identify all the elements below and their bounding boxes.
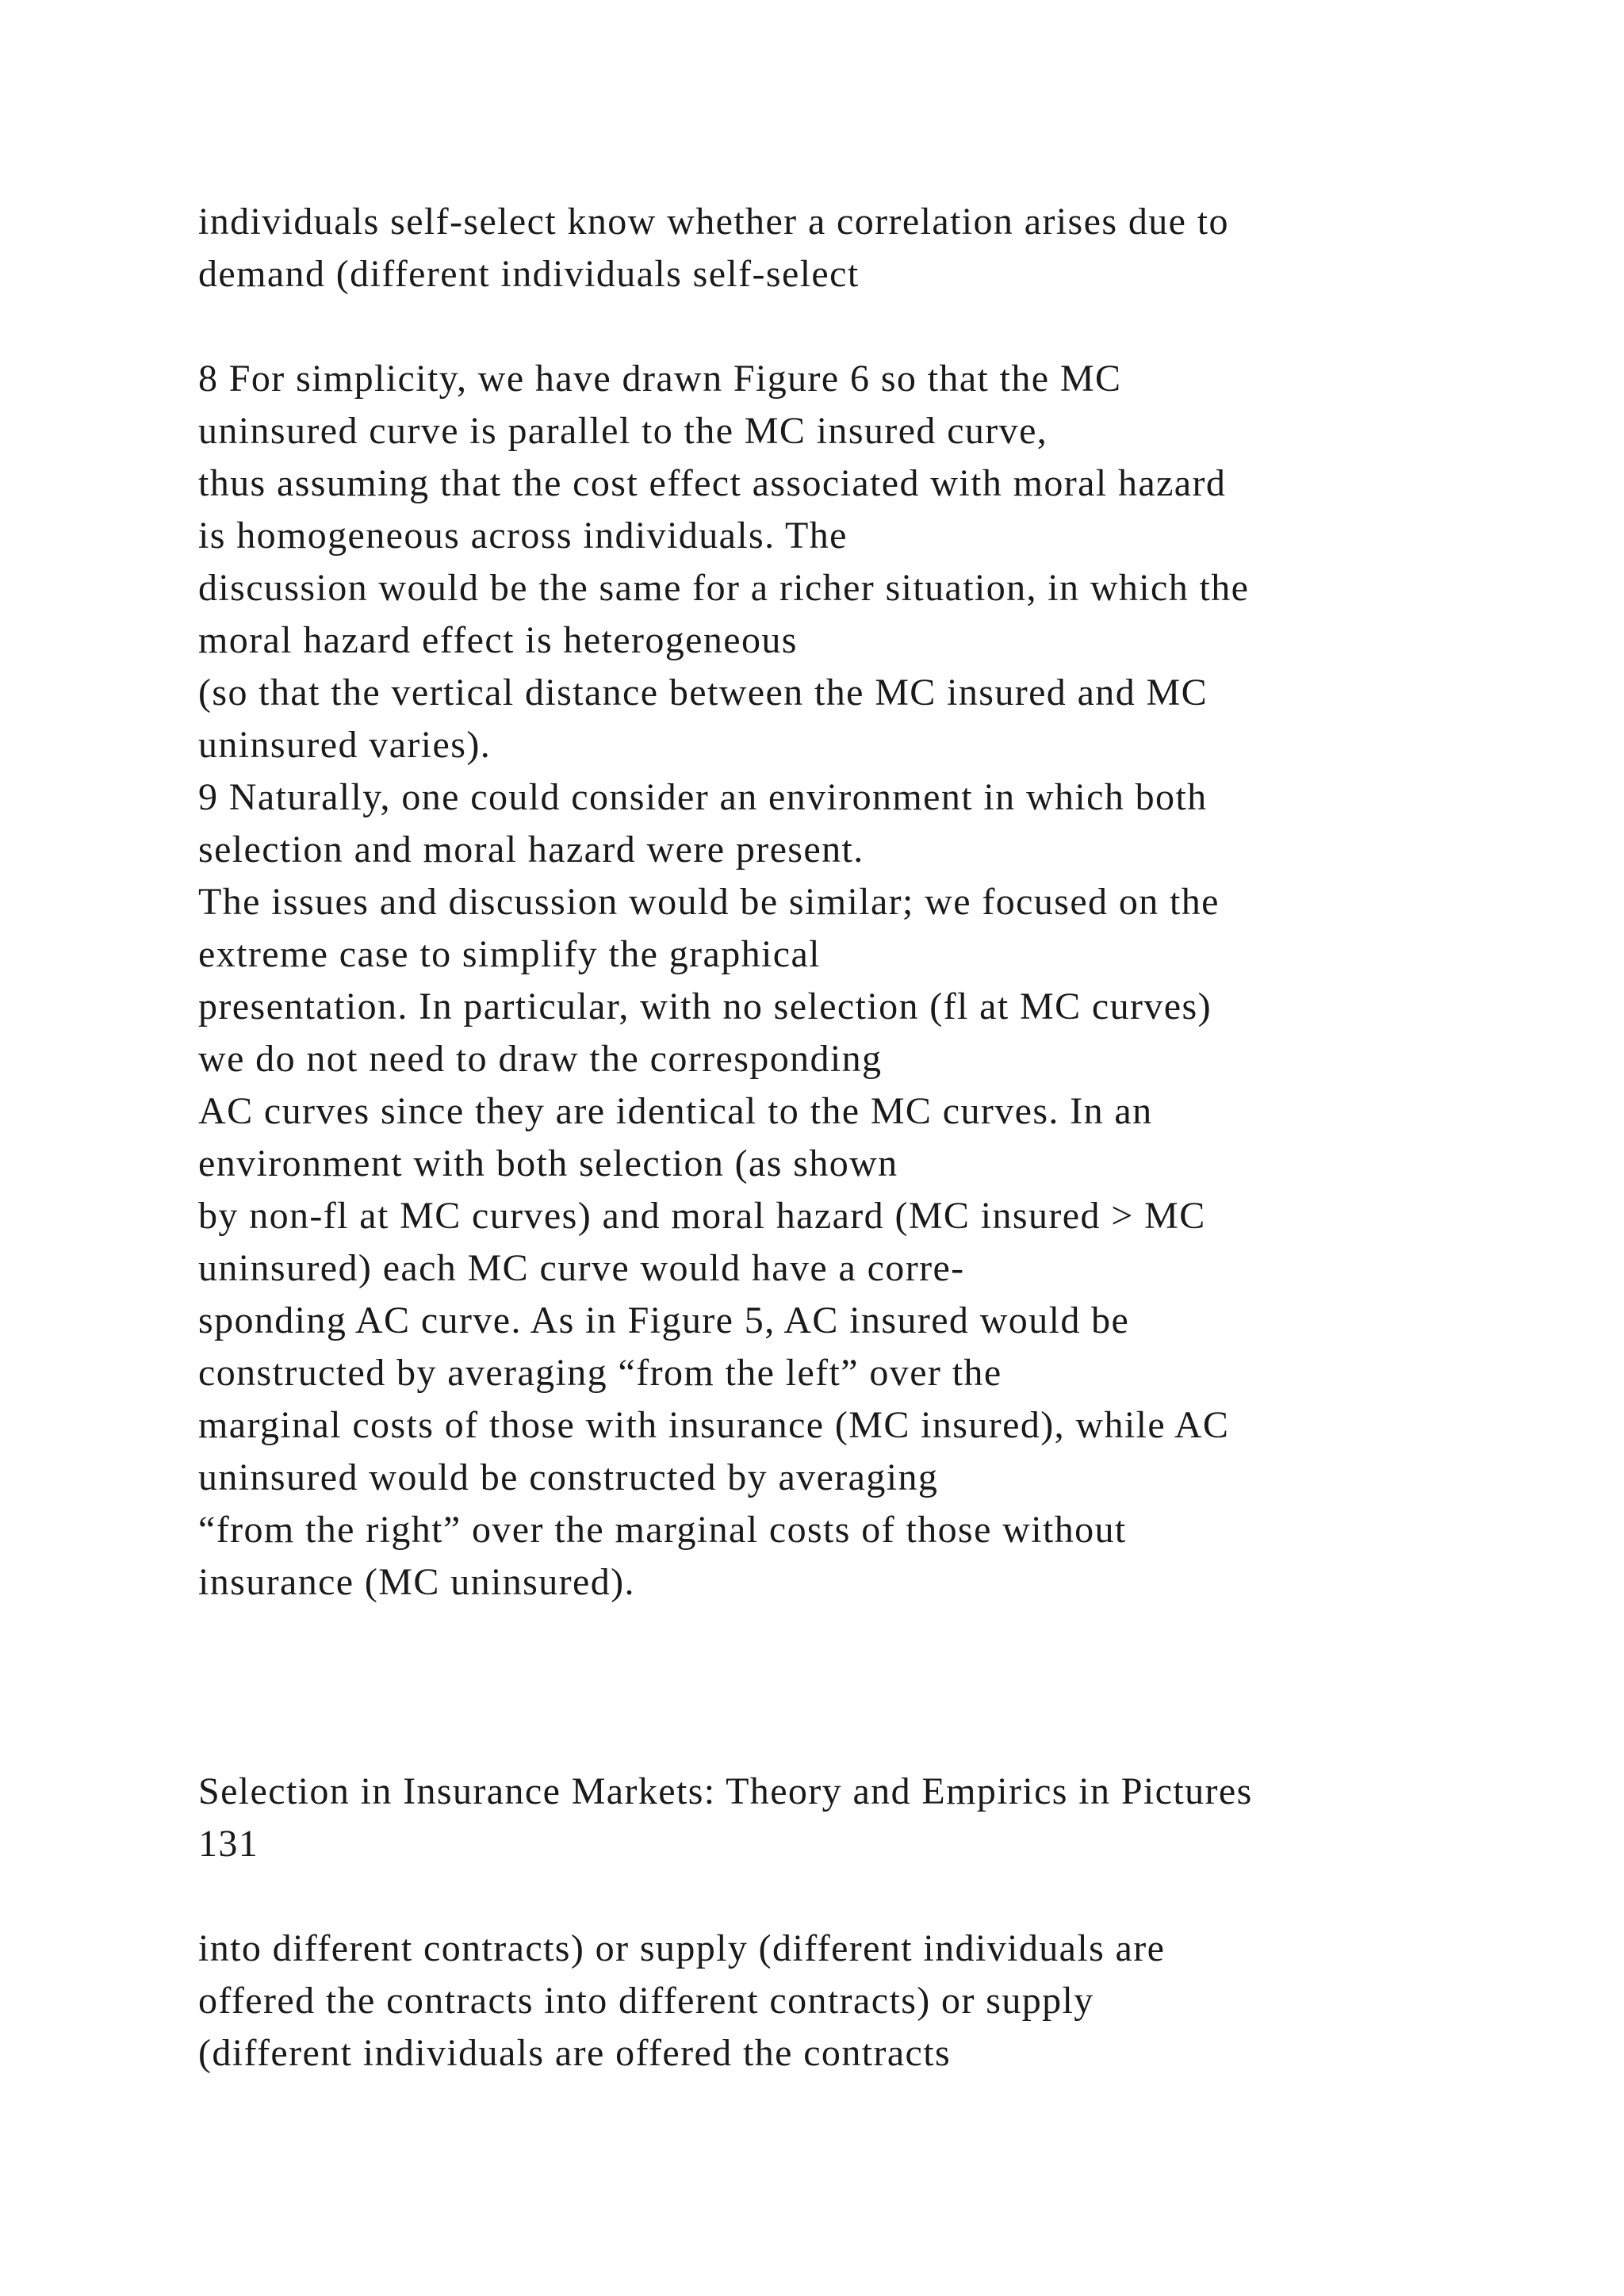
text-line: moral hazard effect is heterogeneous (198, 619, 798, 661)
text-line: uninsured varies). (198, 724, 492, 766)
text-line: selection and moral hazard were present. (198, 828, 864, 871)
text-line: presentation. In particular, with no selection (fl at MC curves) (198, 985, 1212, 1027)
text-line: uninsured curve is parallel to the MC insured curve, (198, 410, 1048, 452)
text-line: AC curves since they are identical to the MC curves. In an (198, 1090, 1153, 1132)
text-line: offered the contracts into different contracts) or supply (198, 1980, 1094, 2022)
text-line: (different individuals are offered the contracts (198, 2032, 952, 2074)
text-line: is homogeneous across individuals. The (198, 515, 848, 557)
text-line: uninsured would be constructed by averaging (198, 1456, 939, 1498)
text-line: insurance (MC uninsured). (198, 1561, 635, 1603)
text-line: we do not need to draw the corresponding (198, 1038, 883, 1080)
text-line: thus assuming that the cost effect associated with moral hazard (198, 462, 1227, 504)
text-line: marginal costs of those with insurance (MC insured), while AC (198, 1404, 1230, 1446)
text-line: (so that the vertical distance between the MC insured and MC (198, 672, 1208, 714)
page-number: 131 (198, 1823, 259, 1865)
text-line: demand (different individuals self-select (198, 253, 860, 295)
text-line: into different contracts) or supply (different individuals are (198, 1927, 1166, 1969)
text-line: individuals self-select know whether a correlation arises due to (198, 201, 1229, 243)
footnote-8-line: 8 For simplicity, we have drawn Figure 6 so that the MC (198, 358, 1122, 400)
text-line: extreme case to simplify the graphical (198, 933, 821, 975)
text-line: “from the right” over the marginal costs of those without (198, 1509, 1127, 1551)
text-line: by non-fl at MC curves) and moral hazard (MC insured > MC (198, 1195, 1206, 1237)
text-line: uninsured) each MC curve would have a corre- (198, 1247, 965, 1289)
text-line: discussion would be the same for a richer situation, in which the (198, 567, 1250, 609)
footnote-9-line: 9 Naturally, one could consider an environment in which both (198, 776, 1208, 818)
text-line: environment with both selection (as shown (198, 1142, 898, 1184)
text-line: constructed by averaging “from the left” over the (198, 1352, 1002, 1394)
text-line: The issues and discussion would be similar; we focused on the (198, 881, 1220, 923)
text-line: sponding AC curve. As in Figure 5, AC insured would be (198, 1299, 1130, 1341)
running-header: Selection in Insurance Markets: Theory and Empirics in Pictures (198, 1770, 1253, 1812)
